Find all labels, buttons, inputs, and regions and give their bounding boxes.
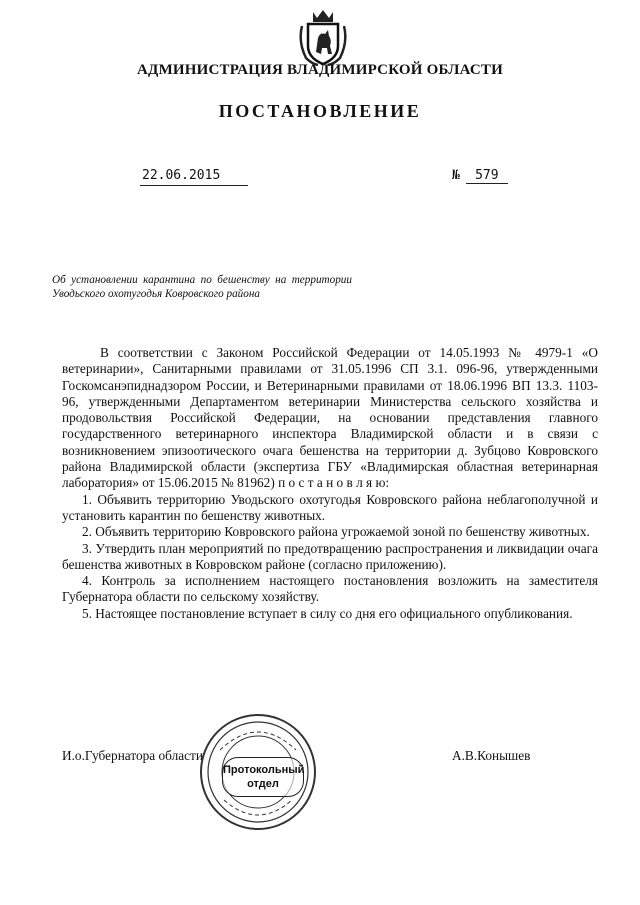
- body-item: 4. Контроль за исполнением настоящего постановления возложить на заместителя Губернатора области по сельскому хозяйству.: [62, 573, 598, 605]
- coat-of-arms-icon: [296, 8, 350, 66]
- document-number: [452, 168, 508, 184]
- seal-center: [222, 757, 304, 797]
- seal-center-line2: отдел: [247, 778, 279, 790]
- signatory-name: А.В.Конышев: [452, 748, 531, 763]
- body-item: 3. Утвердить план мероприятий по предотвращению распространения и ликвидации очага бешенства животных в Ковровском районе (согласно приложению).: [62, 540, 598, 572]
- body-intro: В соответствии с Законом Российской Федерации от 14.05.1993 № 4979-1 «О ветеринарии», Санитарными правилами от 31.05.1996 СП 3.1. 096-96, утвержденными Госкомсанэпиднадзором России, и Ветеринарными правилами от 18.06.1996 ВП 13.3. 1103-96, утвержденными Департаментом ветеринарии Министерства сельского хозяйства и продовольствия Российской Федерации, на основании представления главного государственного ветеринарного инспектора Владимирской области и в связи с возникновением эпизоотического очага бешенства на территории д. Зубцово Ковровского района Владимирской области (экспертиза ГБУ «Владимирская областная ветеринарная лаборатория» от 15.06.2015 № 81962) п о с т а н о в л я ю:: [62, 345, 598, 491]
- body-item: 1. Объявить территорию Уводьского охотугодья Ковровского района неблагополучной и установить карантин по бешенству животных.: [62, 491, 598, 523]
- document-type-title: ПОСТАНОВЛЕНИЕ: [218, 101, 422, 121]
- body-item: 5. Настоящее постановление вступает в силу со дня его официального опубликования.: [82, 605, 573, 621]
- document-body: [62, 345, 598, 622]
- document-subject: Об установлении карантина по бешенству на территории Уводьского охотугодья Ковровского района: [52, 274, 352, 300]
- document-date: 22.06.2015: [140, 168, 248, 186]
- body-item: 2. Объявить территорию Ковровского района угрожаемой зоной по бешенству животных.: [82, 524, 590, 540]
- signatory-position: И.о.Губернатора области: [62, 748, 203, 763]
- number-sign: №: [452, 168, 460, 183]
- organization-title: АДМИНИСТРАЦИЯ ВЛАДИМИРСКОЙ ОБЛАСТИ: [137, 62, 503, 78]
- seal-center-line1: Протокольный: [223, 764, 305, 776]
- number-value: 579: [466, 168, 508, 184]
